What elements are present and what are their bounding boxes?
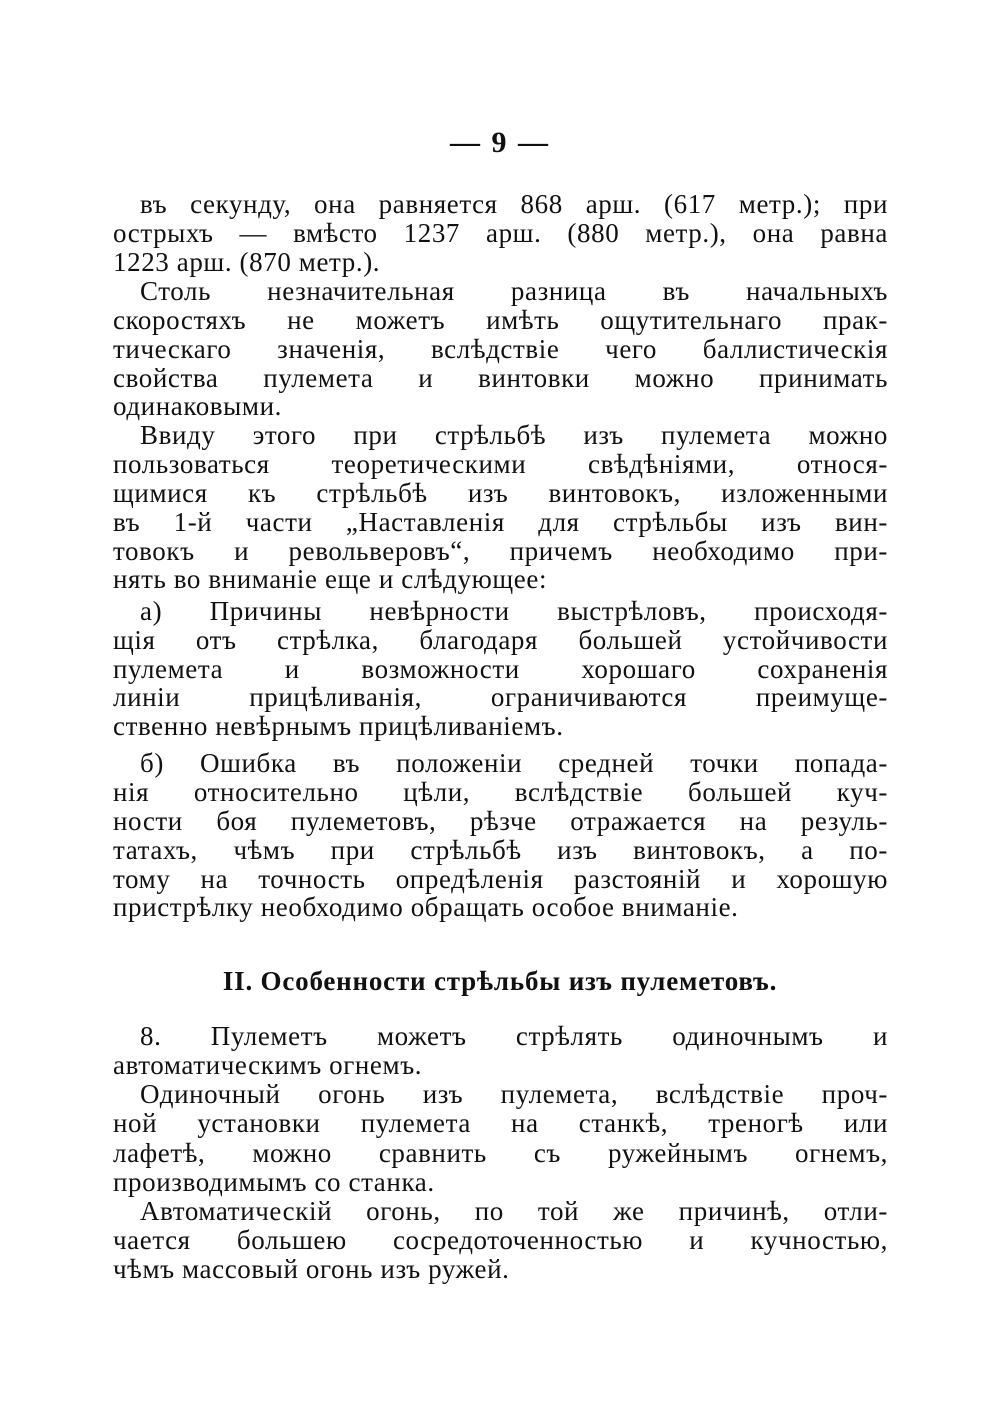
text-line: ной установки пулемета на станкѣ, треногѣ или [113,1108,888,1138]
text-line: нія относительно цѣли, вслѣдствіе большей куч- [113,777,888,807]
text-line: Ввиду этого при стрѣльбѣ изъ пулемета можно [140,420,888,450]
text-line: автоматическимъ огнемъ. [113,1050,423,1080]
text-line: щимися къ стрѣльбѣ изъ винтовокъ, изложенными [113,478,888,508]
text-line: товокъ и револьверовъ“, причемъ необходимо при- [113,536,888,566]
text-line: въ 1-й части „Наставленія для стрѣльбы изъ вин- [113,507,888,537]
text-line: производимымъ со станка. [113,1167,435,1197]
text-line: тическаго значенія, вслѣдствіе чего баллистическія [113,334,888,364]
text-line: свойства пулемета и винтовки можно принимать [113,363,888,393]
text-line: нять во вниманіе еще и слѣдующее: [113,564,548,594]
text-line: ности боя пулеметовъ, рѣзче отражается на резуль- [113,806,888,836]
section-heading: II. Особенности стрѣльбы изъ пулеметовъ. [222,966,778,996]
text-line: чается большею сосредоточенностью и кучностью, [113,1225,888,1255]
text-line: Столь незначительная разница въ начальныхъ [140,276,888,306]
text-line: линіи прицѣливанія, ограничиваются преимуще- [113,682,888,712]
text-line: чѣмъ массовый огонь изъ ружей. [113,1254,510,1284]
text-line: пулемета и возможности хорошаго сохраненія [113,654,888,684]
text-line: скоростяхъ не можетъ имѣть ощутительнаго прак- [113,305,888,335]
text-line: 8. Пулеметъ можетъ стрѣлять одиночнымъ и [140,1021,888,1051]
text-line: 1223 арш. (870 метр.). [113,247,381,277]
text-line: щія отъ стрѣлка, благодаря большей устойчивости [113,625,888,655]
text-line: пользоваться теоретическими свѣдѣніями, относя- [113,449,888,479]
text-line: въ секунду, она равняется 868 арш. (617 метр.); при [140,189,888,219]
text-line: пристрѣлку необходимо обращать особое вниманіе. [113,892,739,922]
text-line: одинаковыми. [113,391,282,421]
text-line: тому на точность опредѣленія разстояній и хорошую [113,864,888,894]
text-line: лафетѣ, можно сравнить съ ружейнымъ огнемъ, [113,1138,888,1168]
text-line: Автоматическій огонь, по той же причинѣ, отли- [140,1196,888,1226]
page-number: — 9 — [450,126,550,159]
text-line: Одиночный огонь изъ пулемета, вслѣдствіе проч- [140,1079,888,1109]
text-line: острыхъ — вмѣсто 1237 арш. (880 метр.), она равна [113,218,888,248]
text-line: а) Причины невѣрности выстрѣловъ, происходя- [140,596,888,626]
text-line: б) Ошибка въ положеніи средней точки попада- [140,748,888,778]
text-line: татахъ, чѣмъ при стрѣльбѣ изъ винтовокъ, а по- [113,835,888,865]
text-line: ственно невѣрнымъ прицѣливаніемъ. [113,711,564,741]
